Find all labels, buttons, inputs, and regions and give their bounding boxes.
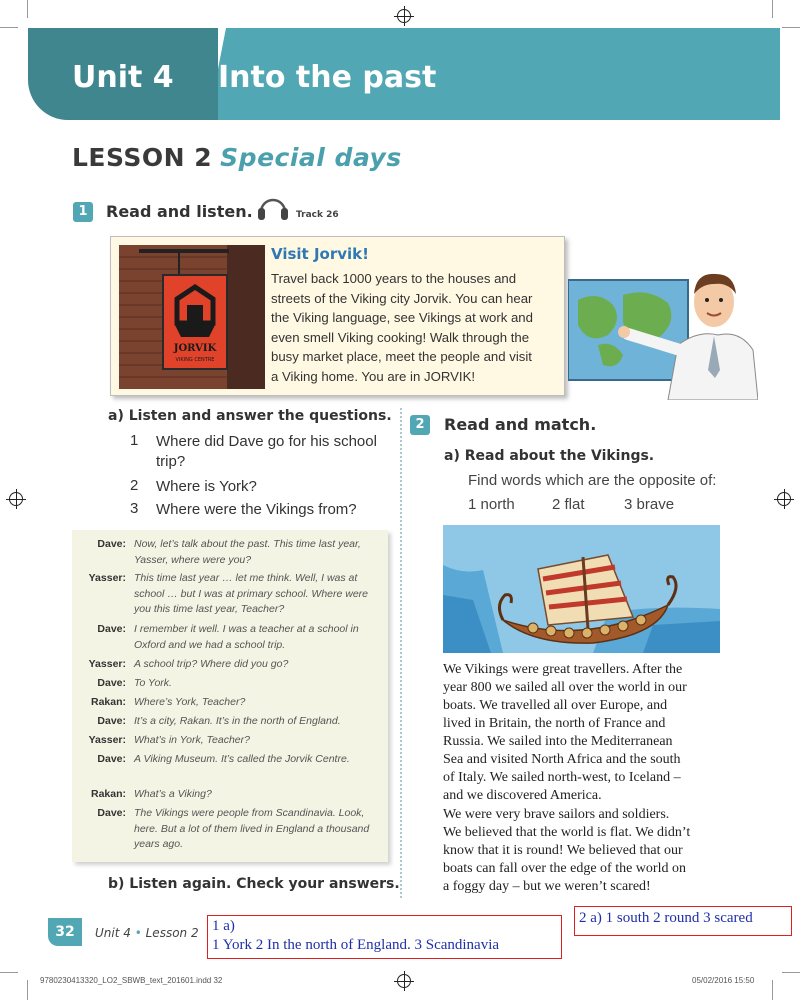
column-divider — [400, 408, 402, 898]
footer-label — [95, 926, 199, 940]
speaker: Dave: — [97, 623, 126, 635]
unit-banner — [28, 28, 780, 120]
exercise-1-title: Read and listen. — [106, 202, 253, 221]
speaker: Dave: — [97, 715, 126, 727]
dialogue-text: Where’s York, Teacher? — [134, 696, 246, 708]
crop-mark — [27, 0, 28, 18]
opposite-word: flat — [564, 496, 585, 513]
file-slug: 9780230413320_LO2_SBWB_text_201601.indd 32 — [40, 976, 223, 985]
opposite-number: 3 — [624, 496, 633, 513]
dialogue-text: A Viking Museum. It’s called the Jorvik Centre. — [134, 753, 350, 765]
footer-lesson: Lesson 2 — [145, 926, 199, 940]
visit-line: Travel back 1000 years to the houses and — [271, 271, 517, 286]
lesson-subtitle: Special days — [220, 143, 402, 172]
visit-line: streets of the Viking city Jorvik. You can hear — [271, 290, 533, 306]
exercise-2a-title: a) Read about the Vikings. — [444, 448, 655, 464]
dialogue-text: I remember it well. I was a teacher at a school in Oxford and we had a school trip. — [134, 623, 359, 651]
question-number: 3 — [130, 500, 139, 517]
jorvik-sign-illustration — [119, 245, 265, 389]
track-label: Track 26 — [296, 210, 339, 220]
question-text: Where were the Vikings from? — [156, 501, 357, 518]
exercise-1-badge: 1 — [73, 202, 93, 222]
speaker: Yasser: — [88, 658, 126, 670]
registration-mark-bottom — [397, 974, 411, 988]
speaker: Rakan: — [90, 788, 126, 800]
opposite-3 — [624, 496, 674, 513]
viking-ship-illustration — [443, 525, 720, 653]
registration-mark-right — [777, 492, 791, 506]
answer-box-2: 2 a) 1 south 2 round 3 scared — [574, 906, 792, 936]
crop-mark — [27, 980, 28, 1000]
registration-mark-left — [9, 492, 23, 506]
visit-text — [271, 269, 556, 386]
lesson-heading — [72, 143, 402, 172]
dialogue-text: A school trip? Where did you go? — [134, 658, 289, 670]
paragraph-line: We Vikings were great travellers. After the — [443, 662, 683, 677]
question-number: 1 — [130, 432, 139, 449]
opposite-2 — [552, 496, 585, 513]
visit-line: busy market place, meet the people and visit — [271, 349, 532, 364]
visit-jorvik-box — [110, 236, 565, 396]
page-number: 32 — [48, 918, 82, 946]
dialogue-text: The Vikings were people from Scandinavia. Look, here. But a lot of them lived in England a thousand years ago. — [134, 807, 370, 850]
paragraph-line: of Italy. We sailed north-west, to Iceland – — [443, 770, 681, 785]
visit-line: the Viking language, see Vikings at work and — [271, 310, 533, 325]
visit-line: a Viking home. You are in JORVIK! — [271, 368, 476, 384]
footer-unit: Unit 4 — [95, 926, 131, 940]
paragraph-line: a foggy day – but we weren’t scared! — [443, 879, 651, 894]
paragraph-line: year 800 we sailed all over the world in our — [443, 680, 687, 695]
speaker: Rakan: — [90, 696, 126, 708]
sign-text-jorvik: JORVIK — [173, 343, 217, 354]
answer-box-1 — [207, 915, 562, 959]
viking-paragraph-2 — [443, 806, 733, 896]
sign-text-viking-centre: VIKING CENTRE — [175, 357, 215, 363]
visit-line: even smell Viking cooking! Walk through the — [271, 329, 530, 345]
opposite-number: 2 — [552, 496, 561, 513]
date-slug: 05/02/2016 15:50 — [692, 976, 755, 985]
answer-box-1-line-2: 1 York 2 In the north of England. 3 Scandinavia — [212, 937, 500, 953]
speaker: Yasser: — [88, 572, 126, 584]
paragraph-line: and we discovered America. — [443, 788, 602, 803]
paragraph-line: know that it is round! We believed that our — [443, 843, 683, 858]
headphones-icon — [256, 194, 290, 222]
unit-title: Into the past — [218, 60, 437, 95]
crop-mark — [772, 980, 773, 1000]
dialogue-text: This time last year … let me think. Well, I was at school … but I was at primary school. Where were you this time last year, Teacher? — [134, 572, 369, 615]
viking-paragraph-1 — [443, 661, 733, 805]
paragraph-line: We were very brave sailors and soldiers. — [443, 807, 670, 822]
visit-title: Visit Jorvik! — [271, 245, 369, 263]
dialogue-text: It’s a city, Rakan. It’s in the north of England. — [134, 715, 341, 727]
dialogue-box — [72, 530, 388, 862]
footer-bullet: • — [134, 926, 142, 940]
teacher-illustration — [568, 250, 758, 400]
registration-mark-top — [397, 9, 411, 23]
speaker: Dave: — [97, 807, 126, 819]
speaker: Yasser: — [88, 734, 126, 746]
dialogue-text: To York. — [134, 677, 172, 689]
exercise-2-badge: 2 — [410, 415, 430, 435]
paragraph-line: boats can fall over the edge of the world on — [443, 861, 686, 876]
dialogue-text: What’s in York, Teacher? — [134, 734, 250, 746]
crop-mark — [782, 27, 800, 28]
paragraph-line: lived in Britain, the north of France and — [443, 716, 666, 731]
dialogue-text: What’s a Viking? — [134, 788, 212, 800]
dialogue-text: Now, let’s talk about the past. This time last year, Yasser, where were you? — [134, 538, 361, 566]
opposite-1 — [468, 496, 515, 513]
crop-mark — [772, 0, 773, 18]
speaker: Dave: — [97, 753, 126, 765]
viking-ship-drawing — [443, 525, 720, 653]
opposite-word: brave — [636, 496, 675, 513]
paragraph-line: Sea and visited North Africa and the south — [443, 752, 681, 767]
opposite-number: 1 — [468, 496, 477, 513]
opposite-word: north — [480, 496, 515, 513]
exercise-1a-title: a) Listen and answer the questions. — [108, 408, 392, 424]
paragraph-line: boats. We travelled all over Europe, and — [443, 698, 668, 713]
question-text: Where is York? — [156, 478, 257, 495]
crop-mark — [782, 972, 800, 973]
exercise-1b-title: b) Listen again. Check your answers. — [108, 876, 400, 892]
exercise-2-title: Read and match. — [444, 415, 597, 434]
crop-mark — [0, 972, 18, 973]
answer-box-1-line-1: 1 a) — [212, 918, 235, 934]
exercise-2a-subtitle: Find words which are the opposite of: — [468, 472, 717, 489]
question-text: Where did Dave go for his school trip? — [156, 433, 377, 470]
speaker: Dave: — [97, 677, 126, 689]
unit-number: Unit 4 — [72, 60, 174, 95]
crop-mark — [0, 27, 18, 28]
paragraph-line: We believed that the world is flat. We didn’t — [443, 825, 691, 840]
jorvik-sign-photo — [119, 245, 265, 389]
lesson-label: LESSON 2 — [72, 143, 213, 172]
speaker: Dave: — [97, 538, 126, 550]
question-number: 2 — [130, 477, 139, 494]
paragraph-line: Russia. We sailed into the Mediterranean — [443, 734, 673, 749]
